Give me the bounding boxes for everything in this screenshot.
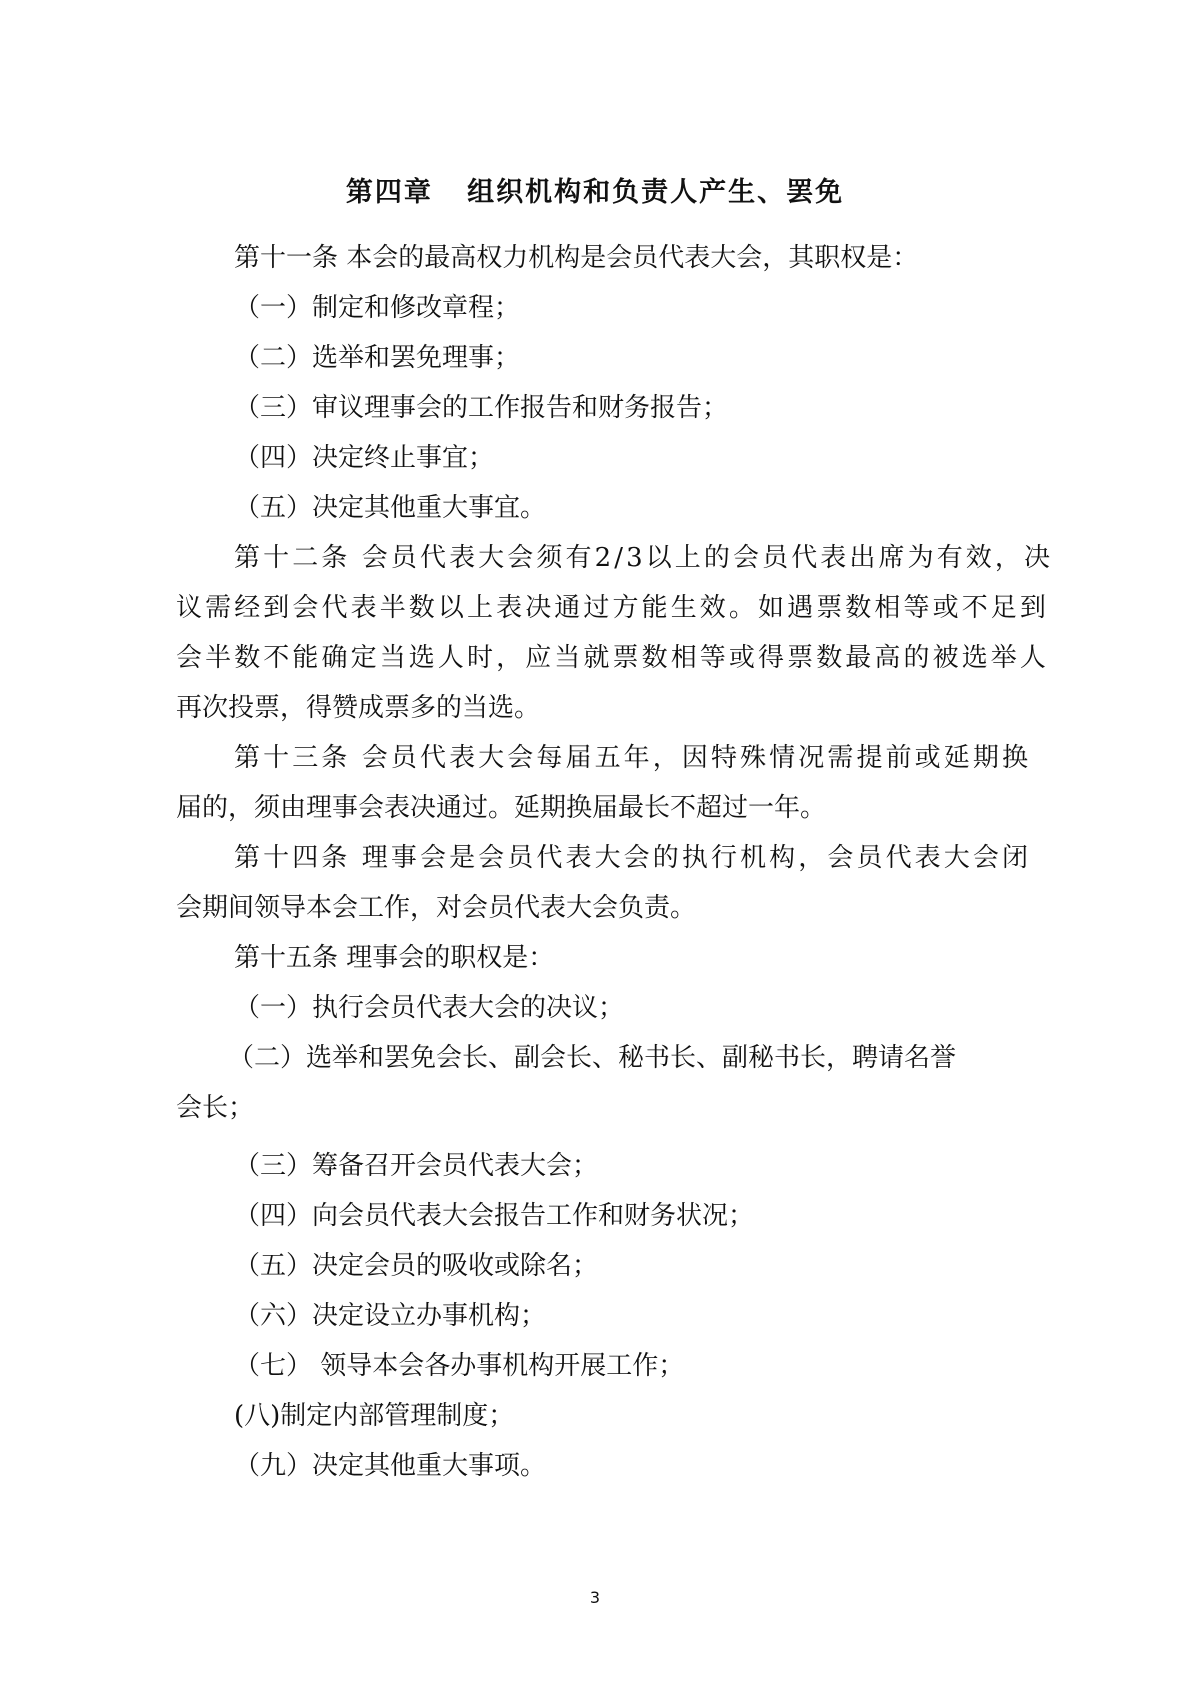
chapter-body [176,233,1054,1491]
page-number: 3 [589,1588,601,1607]
chapter-title: 第四章 组织机构和负责人产生、罢免 [345,177,845,208]
article-15-heading: 第十五条 理事会的职权是： [234,943,555,973]
article-13-line-2: 届的，须由理事会表决通过。延期换届最长不超过一年。 [176,793,827,823]
article-11-item-5: （五）决定其他重大事宜。 [234,493,547,523]
article-12-line-2: 议需经到会代表半数以上表决通过方能生效。如遇票数相等或不足到 [176,593,1050,623]
article-15-item-8: (八)制定内部管理制度； [234,1401,515,1431]
article-11-heading: 第十一条 本会的最高权力机构是会员代表大会，其职权是： [234,243,919,273]
article-15-item-2-line-2: 会长； [176,1093,255,1123]
article-15-item-5: （五）决定会员的吸收或除名； [234,1251,599,1281]
article-14-line-1: 第十四条 理事会是会员代表大会的执行机构，会员代表大会闭 [234,843,1032,873]
article-15-item-6: （六）决定设立办事机构； [234,1301,547,1331]
article-11-item-3: （三）审议理事会的工作报告和财务报告； [234,393,729,423]
article-15-item-1: （一）执行会员代表大会的决议； [234,993,625,1023]
article-11-item-2: （二）选举和罢免理事； [234,343,521,373]
article-15-item-9: （九）决定其他重大事项。 [234,1451,547,1481]
article-15-item-4: （四）向会员代表大会报告工作和财务状况； [234,1201,755,1231]
article-14-line-2: 会期间领导本会工作，对会员代表大会负责。 [176,893,697,923]
article-15-item-7: （七） 领导本会各办事机构开展工作； [234,1351,685,1381]
article-12-line-3: 会半数不能确定当选人时，应当就票数相等或得票数最高的被选举人 [176,643,1050,673]
article-12-line-4: 再次投票，得赞成票多的当选。 [176,693,541,723]
article-11-item-1: （一）制定和修改章程； [234,293,521,323]
article-15-item-3: （三）筹备召开会员代表大会； [234,1151,599,1181]
article-11-item-4: （四）决定终止事宜； [234,443,495,473]
article-13-line-1: 第十三条 会员代表大会每届五年，因特殊情况需提前或延期换 [234,743,1032,773]
article-12-line-1: 第十二条 会员代表大会须有2/3以上的会员代表出席为有效，决 [234,543,1054,573]
article-15-item-2-line-1: （二）选举和罢免会长、副会长、秘书长、副秘书长，聘请名誉 [228,1043,957,1073]
